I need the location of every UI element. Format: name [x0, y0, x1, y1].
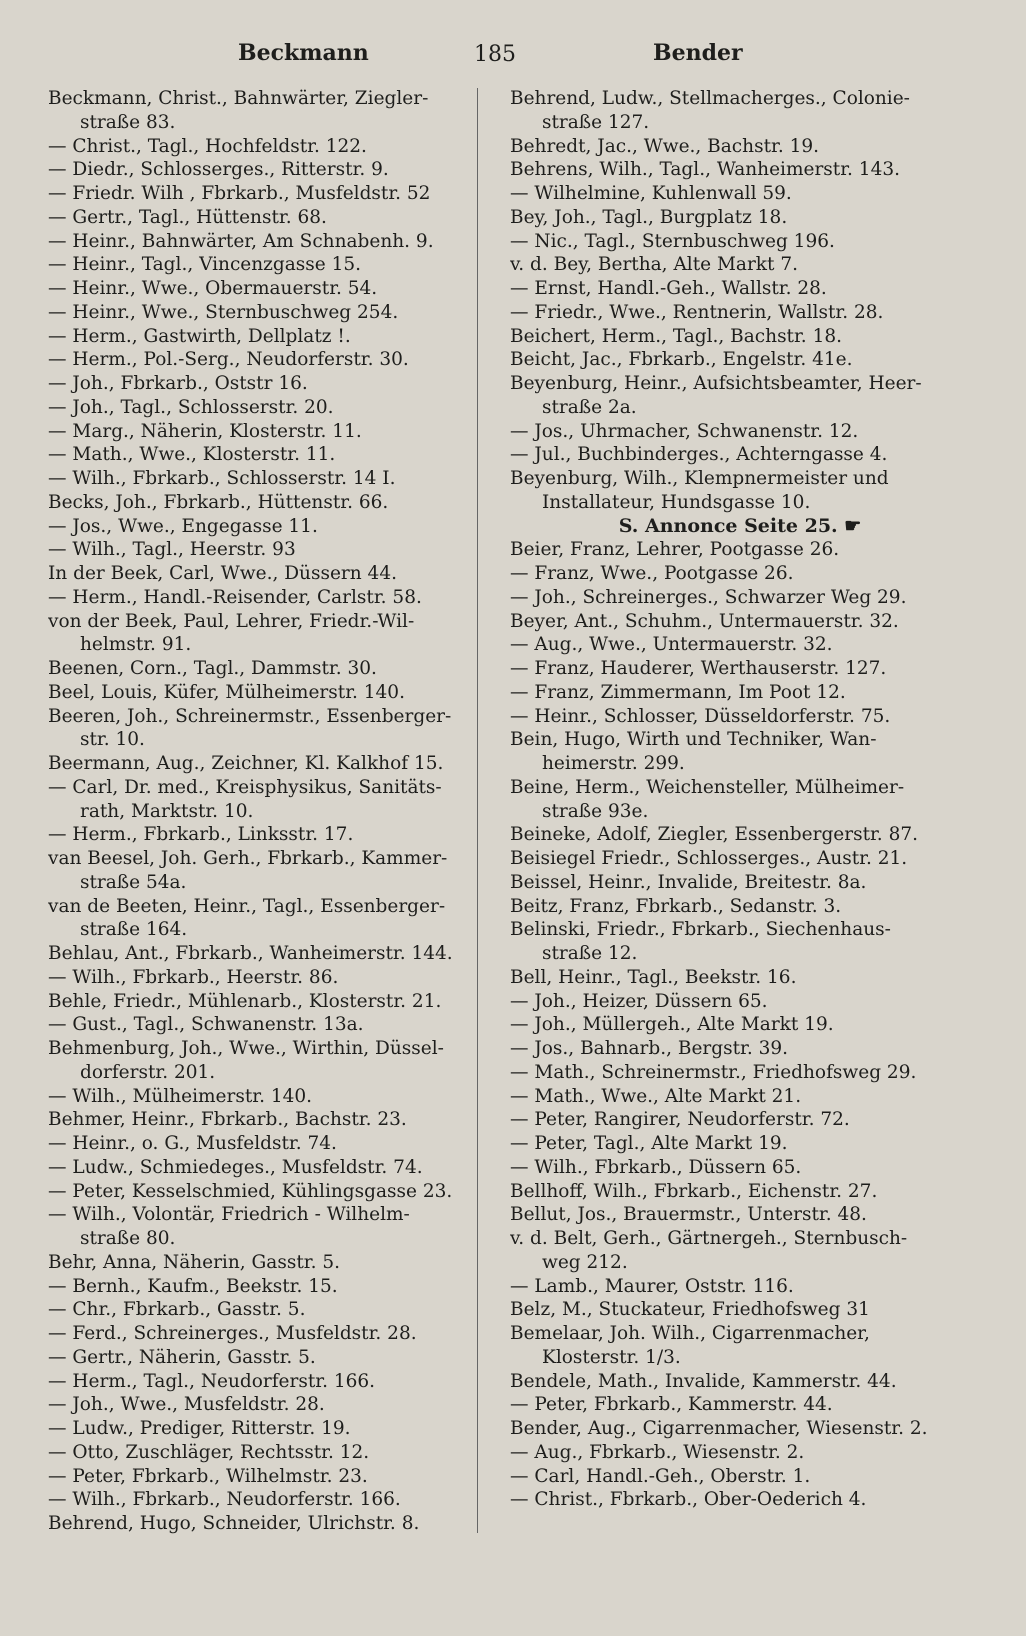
directory-entry-line: — Ludw., Prediger, Ritterstr. 19. [48, 1418, 351, 1439]
directory-entry-line: straße 83. [80, 111, 176, 133]
directory-entry-line: — Peter, Tagl., Alte Markt 19. [510, 1133, 788, 1154]
directory-entry-line: Belinski, Friedr., Fbrkarb., Siechenhaus- [510, 919, 891, 941]
directory-entry-line: Behr, Anna, Näherin, Gasstr. 5. [48, 1251, 340, 1273]
directory-entry-line: — Joh., Heizer, Düssern 65. [510, 990, 768, 1012]
directory-entry-line: — Friedr., Wwe., Rentnerin, Wallstr. 28. [510, 301, 884, 323]
directory-entry-line: — Joh., Fbrkarb., Oststr 16. [48, 373, 308, 394]
directory-entry-line: — Jos., Uhrmacher, Schwanenstr. 12. [510, 420, 859, 442]
directory-entry-line: — Heinr., Wwe., Sternbuschweg 254. [48, 301, 399, 323]
directory-entry-line: Bemelaar, Joh. Wilh., Cigarrenmacher, [510, 1323, 870, 1344]
directory-entry-line: — Jul., Buchbinderges., Achterngasse 4. [510, 444, 888, 466]
directory-entry-line: rath, Marktstr. 10. [80, 800, 254, 822]
directory-entry-line: — Joh., Schreinerges., Schwarzer Weg 29. [510, 586, 907, 608]
directory-entry-line: — Wilh., Tagl., Heerstr. 93 [48, 539, 296, 561]
directory-entry-line: von der Beek, Paul, Lehrer, Friedr.-Wil- [48, 610, 415, 632]
directory-entry-line: Beineke, Adolf, Ziegler, Essenbergerstr. 87. [510, 824, 918, 846]
directory-entry-line: Bellut, Jos., Brauermstr., Unterstr. 48. [510, 1204, 867, 1226]
directory-entry-line: str. 10. [80, 729, 145, 751]
directory-entry-line: — Heinr., Bahnwärter, Am Schnabenh. 9. [48, 230, 434, 252]
directory-entry-line: — Gust., Tagl., Schwanenstr. 13a. [48, 1014, 364, 1036]
directory-entry-line: Bellhoff, Wilh., Fbrkarb., Eichenstr. 27. [510, 1180, 878, 1202]
directory-entry-line: — Christ., Tagl., Hochfeldstr. 122. [48, 135, 367, 157]
left-column [48, 87, 470, 1536]
directory-entry-line: Bell, Heinr., Tagl., Beekstr. 16. [510, 966, 797, 988]
directory-entry-line: — Diedr., Schlosserges., Ritterstr. 9. [48, 159, 389, 181]
directory-entry-line: Beicht, Jac., Fbrkarb., Engelstr. 41e. [510, 349, 853, 371]
directory-entry-line: — Herm., Pol.-Serg., Neudorferstr. 30. [48, 349, 409, 371]
directory-entry-line: Beitz, Franz, Fbrkarb., Sedanstr. 3. [510, 895, 842, 917]
directory-entry-line: — Jos., Wwe., Engegasse 11. [48, 515, 318, 537]
directory-entry-line: — Peter, Fbrkarb., Wilhelmstr. 23. [48, 1465, 368, 1487]
running-head-right: Bender [653, 40, 743, 66]
directory-entry-line: Bey, Joh., Tagl., Burgplatz 18. [510, 206, 788, 228]
directory-entry-line: — Herm., Handl.-Reisender, Carlstr. 58. [48, 586, 422, 608]
directory-entry-line: — Aug., Fbrkarb., Wiesenstr. 2. [510, 1441, 805, 1463]
directory-entry-line: — Aug., Wwe., Untermauerstr. 32. [510, 634, 833, 656]
directory-entry-line: — Peter, Rangirer, Neudorferstr. 72. [510, 1109, 850, 1131]
directory-entry-line: straße 127. [542, 111, 650, 133]
directory-entry-line: Beissel, Heinr., Invalide, Breitestr. 8a. [510, 871, 867, 893]
directory-entry-line: — Franz, Zimmermann, Im Poot 12. [510, 681, 846, 703]
directory-entry-line: straße 2a. [542, 396, 637, 418]
directory-entry-line: helmstr. 91. [80, 634, 192, 656]
directory-entry-line: — Herm., Tagl., Neudorferstr. 166. [48, 1370, 376, 1392]
directory-entry-line: dorferstr. 201. [80, 1061, 216, 1083]
directory-entry-line: Behle, Friedr., Mühlenarb., Klosterstr. 21. [48, 990, 442, 1012]
directory-entry-line: — Math., Wwe., Klosterstr. 11. [48, 444, 336, 466]
directory-entry-line: — Wilh., Fbrkarb., Düssern 65. [510, 1156, 802, 1178]
directory-entry-line: Beckmann, Christ., Bahnwärter, Ziegler- [48, 88, 429, 109]
directory-entry-line: — Ludw., Schmiedeges., Musfeldstr. 74. [48, 1156, 423, 1178]
directory-entry-line: — Joh., Wwe., Musfeldstr. 28. [48, 1394, 325, 1416]
directory-entry-line: Behmer, Heinr., Fbrkarb., Bachstr. 23. [48, 1109, 407, 1131]
directory-entry-line: — Franz, Hauderer, Werthauserstr. 127. [510, 658, 887, 679]
directory-entry-line: straße 54a. [80, 871, 187, 893]
directory-entry-line: — Wilh., Fbrkarb., Neudorferstr. 166. [48, 1489, 401, 1511]
directory-entry-line: Beeren, Joh., Schreinermstr., Essenberger- [48, 705, 452, 727]
running-head-left: Beckmann [238, 40, 369, 66]
directory-entry-line: van Beesel, Joh. Gerh., Fbrkarb., Kammer- [48, 848, 448, 869]
directory-entry-line: — Herm., Fbrkarb., Linksstr. 17. [48, 824, 354, 846]
directory-entry-line: — Wilh., Mülheimerstr. 140. [48, 1085, 313, 1107]
directory-entry-line: — Christ., Fbrkarb., Ober-Oederich 4. [510, 1489, 867, 1511]
directory-entry-line: Becks, Joh., Fbrkarb., Hüttenstr. 66. [48, 491, 389, 513]
directory-entry-line: Behredt, Jac., Wwe., Bachstr. 19. [510, 135, 819, 157]
directory-entry-line: — Carl, Dr. med., Kreisphysikus, Sanitäts- [48, 776, 442, 798]
directory-entry-line: straße 80. [80, 1228, 176, 1249]
directory-entry-line: — Friedr. Wilh , Fbrkarb., Musfeldstr. 52 [48, 183, 431, 204]
directory-entry-line: — Marg., Näherin, Klosterstr. 11. [48, 420, 362, 442]
directory-entry-line: — Joh., Müllergeh., Alte Markt 19. [510, 1014, 834, 1036]
directory-entry-line: Behrend, Hugo, Schneider, Ulrichstr. 8. [48, 1513, 420, 1534]
annonce-reference: S. Annonce Seite 25. ☛ [618, 514, 862, 537]
directory-entry-line: — Lamb., Maurer, Oststr. 116. [510, 1275, 794, 1297]
directory-entry-line: — Chr., Fbrkarb., Gasstr. 5. [48, 1299, 306, 1321]
directory-entry-line: — Wilh., Fbrkarb., Heerstr. 86. [48, 966, 339, 988]
directory-entry-line: Klosterstr. 1/3. [542, 1346, 681, 1368]
directory-entry-line: Behmenburg, Joh., Wwe., Wirthin, Düssel- [48, 1038, 444, 1059]
directory-entry-line: — Joh., Tagl., Schlosserstr. 20. [48, 396, 334, 418]
directory-entry-line: weg 212. [542, 1251, 628, 1273]
directory-entry-line: — Peter, Kesselschmied, Kühlingsgasse 23. [48, 1180, 453, 1202]
directory-entry-line: Behlau, Ant., Fbrkarb., Wanheimerstr. 144. [48, 943, 453, 964]
directory-entry-line: Beyer, Ant., Schuhm., Untermauerstr. 32. [510, 610, 899, 632]
directory-entry-line: — Carl, Handl.-Geh., Oberstr. 1. [510, 1465, 811, 1487]
directory-entry-line: Beisiegel Friedr., Schlosserges., Austr. 21. [510, 848, 908, 869]
directory-entry-line: — Math., Schreinermstr., Friedhofsweg 29. [510, 1061, 917, 1083]
directory-entry-line: Beenen, Corn., Tagl., Dammstr. 30. [48, 658, 377, 679]
directory-entry-line: — Peter, Fbrkarb., Kammerstr. 44. [510, 1394, 833, 1416]
directory-entry-line: straße 93e. [542, 800, 649, 822]
directory-entry-line: — Math., Wwe., Alte Markt 21. [510, 1085, 802, 1107]
directory-entry-line: Bender, Aug., Cigarrenmacher, Wiesenstr. 2. [510, 1418, 928, 1439]
directory-entry-line: Bein, Hugo, Wirth und Techniker, Wan- [510, 729, 877, 751]
column-divider [477, 88, 478, 1533]
directory-entry-line: — Gertr., Tagl., Hüttenstr. 68. [48, 206, 327, 228]
directory-entry-line: straße 12. [542, 943, 638, 964]
directory-entry-line: Beichert, Herm., Tagl., Bachstr. 18. [510, 325, 842, 347]
directory-entry-line: Belz, M., Stuckateur, Friedhofsweg 31 [510, 1299, 870, 1321]
directory-entry-line: Behrend, Ludw., Stellmacherges., Colonie- [510, 88, 910, 109]
directory-entry-line: straße 164. [80, 919, 188, 941]
directory-entry-line: Beermann, Aug., Zeichner, Kl. Kalkhof 15. [48, 753, 444, 774]
directory-entry-line: v. d. Belt, Gerh., Gärtnergeh., Sternbusch- [510, 1228, 908, 1249]
directory-entry-line: Behrens, Wilh., Tagl., Wanheimerstr. 143. [510, 159, 900, 181]
directory-entry-line: Installateur, Hundsgasse 10. [542, 491, 811, 513]
directory-entry-line: — Gertr., Näherin, Gasstr. 5. [48, 1346, 316, 1368]
directory-entry-line: Beine, Herm., Weichensteller, Mülheimer- [510, 776, 905, 798]
directory-entry-line: — Wilh., Fbrkarb., Schlosserstr. 14 I. [48, 468, 396, 489]
directory-entry-line: — Heinr., o. G., Musfeldstr. 74. [48, 1133, 337, 1154]
right-column [510, 87, 942, 1512]
page-number: 185 [474, 42, 516, 67]
directory-entry-line: heimerstr. 299. [542, 753, 685, 774]
directory-entry-line: — Ferd., Schreinerges., Musfeldstr. 28. [48, 1323, 417, 1344]
directory-entry-line: — Bernh., Kaufm., Beekstr. 15. [48, 1275, 338, 1297]
directory-entry-line: — Otto, Zuschläger, Rechtsstr. 12. [48, 1441, 370, 1463]
directory-entry-line: — Herm., Gastwirth, Dellplatz !. [48, 325, 351, 347]
directory-entry-line: — Heinr., Wwe., Obermauerstr. 54. [48, 278, 378, 299]
directory-entry-line: Beel, Louis, Küfer, Mülheimerstr. 140. [48, 681, 405, 703]
directory-entry-line: Beyenburg, Heinr., Aufsichtsbeamter, Heer- [510, 373, 922, 394]
directory-entry-line: — Wilh., Volontär, Friedrich - Wilhelm- [48, 1204, 410, 1226]
directory-entry-line: — Ernst, Handl.-Geh., Wallstr. 28. [510, 278, 827, 299]
directory-entry-line: v. d. Bey, Bertha, Alte Markt 7. [510, 254, 798, 276]
directory-entry-line: In der Beek, Carl, Wwe., Düssern 44. [48, 563, 397, 584]
directory-entry-line: — Jos., Bahnarb., Bergstr. 39. [510, 1038, 789, 1059]
directory-entry-line: Bendele, Math., Invalide, Kammerstr. 44. [510, 1370, 897, 1392]
directory-entry-line: Beier, Franz, Lehrer, Pootgasse 26. [510, 539, 840, 561]
directory-entry-line: — Heinr., Tagl., Vincenzgasse 15. [48, 254, 362, 276]
directory-entry-line: — Wilhelmine, Kuhlenwall 59. [510, 183, 792, 204]
directory-entry-line: — Heinr., Schlosser, Düsseldorferstr. 75. [510, 705, 891, 727]
directory-entry-line: — Franz, Wwe., Pootgasse 26. [510, 563, 794, 584]
directory-entry-line: van de Beeten, Heinr., Tagl., Essenberger- [48, 895, 446, 917]
directory-entry-line: — Nic., Tagl., Sternbuschweg 196. [510, 230, 835, 252]
directory-entry-line: Beyenburg, Wilh., Klempnermeister und [510, 468, 889, 489]
